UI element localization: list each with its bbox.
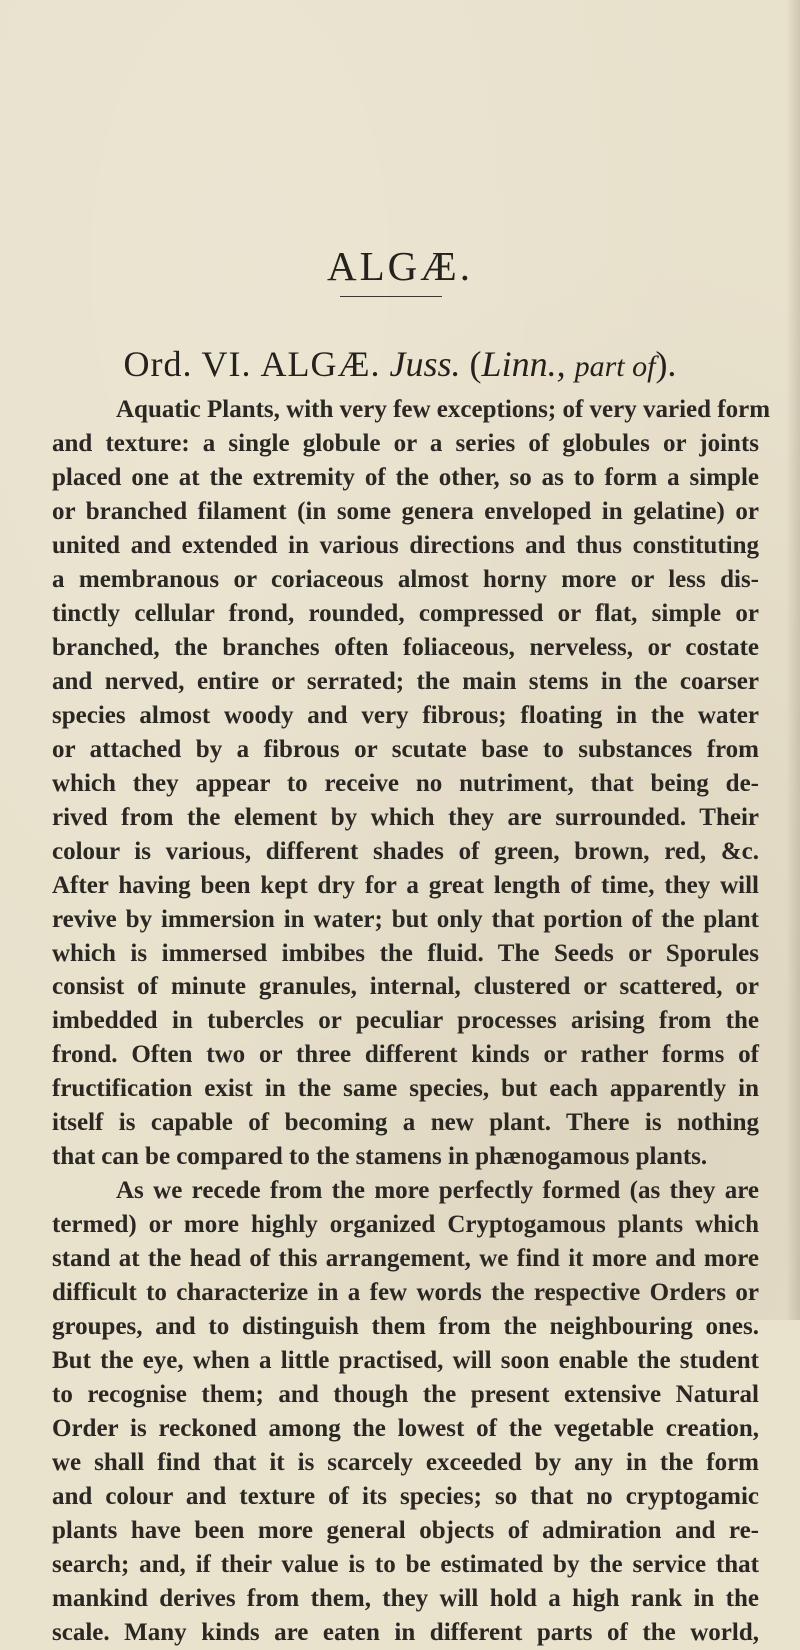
text-line: imbedded in tubercles or peculiar processes arising from the xyxy=(52,1007,759,1035)
open-paren: ( xyxy=(469,344,482,384)
text-line: As we recede from the more perfectly formed (as they are xyxy=(116,1177,759,1205)
text-line: search; and, if their value is to be estimated by the service that xyxy=(52,1550,759,1578)
text-line: itself is capable of becoming a new plant. There is nothing xyxy=(52,1109,759,1137)
text-line: which is immersed imbibes the fluid. The Seeds or Sporules xyxy=(52,939,759,967)
text-line: branched, the branches often foliaceous, nerveless, or costate xyxy=(52,633,759,661)
linnaeus-ref: Linn., xyxy=(481,344,566,384)
text-line: termed) or more highly organized Cryptogamous plants which xyxy=(52,1211,759,1239)
text-line: to recognise them; and though the present extensive Natural xyxy=(52,1381,759,1409)
text-line: which they appear to receive no nutriment, that being de- xyxy=(52,769,759,797)
text-line: that can be compared to the stamens in phænogamous plants. xyxy=(52,1143,708,1171)
text-line: and texture: a single globule or a series of globules or joints xyxy=(52,429,759,457)
text-line: or branched filament (in some genera enveloped in gelatine) or xyxy=(52,497,759,525)
order-heading xyxy=(0,343,800,385)
text-line: tinctly cellular frond, rounded, compressed or flat, simple or xyxy=(52,599,759,627)
text-line: difficult to characterize in a few words the respective Orders or xyxy=(52,1279,759,1307)
text-line: frond. Often two or three different kinds or rather forms of xyxy=(52,1041,759,1069)
text-line: After having been kept dry for a great length of time, they will xyxy=(52,871,759,899)
order-number: VI. xyxy=(201,344,252,384)
text-line: revive by immersion in water; but only that portion of the plant xyxy=(52,905,759,933)
text-line: species almost woody and very fibrous; floating in the water xyxy=(52,701,759,729)
text-line: colour is various, different shades of green, brown, red, &c. xyxy=(52,837,759,865)
page-edge-shadow xyxy=(786,0,800,1320)
text-line: Order is reckoned among the lowest of the vegetable creation, xyxy=(52,1415,759,1443)
text-line: mankind derives from them, they will hold a high rank in the xyxy=(52,1584,759,1612)
text-line: groupes, and to distinguish them from the neighbouring ones. xyxy=(52,1313,759,1341)
text-line: or attached by a fibrous or scutate base to substances from xyxy=(52,735,759,763)
text-line: scale. Many kinds are eaten in different parts of the world, xyxy=(52,1618,759,1646)
order-label: Ord. xyxy=(123,344,193,384)
text-line: Aquatic Plants, with very few exceptions; of very varied form xyxy=(116,396,771,423)
text-line: stand at the head of this arrangement, we find it more and more xyxy=(52,1245,759,1273)
text-line: But the eye, when a little practised, will soon enable the student xyxy=(52,1347,759,1375)
text-line: we shall find that it is scarcely exceeded by any in the form xyxy=(52,1449,759,1477)
text-line: plants have been more general objects of admiration and re- xyxy=(52,1517,759,1544)
part-of-text: part of xyxy=(574,350,656,383)
text-line: consist of minute granules, internal, clustered or scattered, or xyxy=(52,973,759,1001)
text-line: united and extended in various directions and thus constituting xyxy=(52,531,759,559)
close-paren: ). xyxy=(655,344,677,384)
text-line: a membranous or coriaceous almost horny more or less dis- xyxy=(52,565,759,593)
text-line: fructification exist in the same species, but each apparently in xyxy=(52,1075,759,1103)
text-line: placed one at the extremity of the other, so as to form a simple xyxy=(52,463,759,491)
text-line: rived from the element by which they are surrounded. Their xyxy=(52,803,759,831)
running-head: ALGÆ. xyxy=(327,243,473,289)
text-line: and nerved, entire or serrated; the main stems in the coarser xyxy=(52,667,759,695)
order-name: ALGÆ. xyxy=(260,344,381,384)
text-line: and colour and texture of its species; so that no cryptogamic xyxy=(52,1483,759,1511)
order-authority: Juss. xyxy=(389,344,461,384)
heading-rule xyxy=(340,296,442,297)
